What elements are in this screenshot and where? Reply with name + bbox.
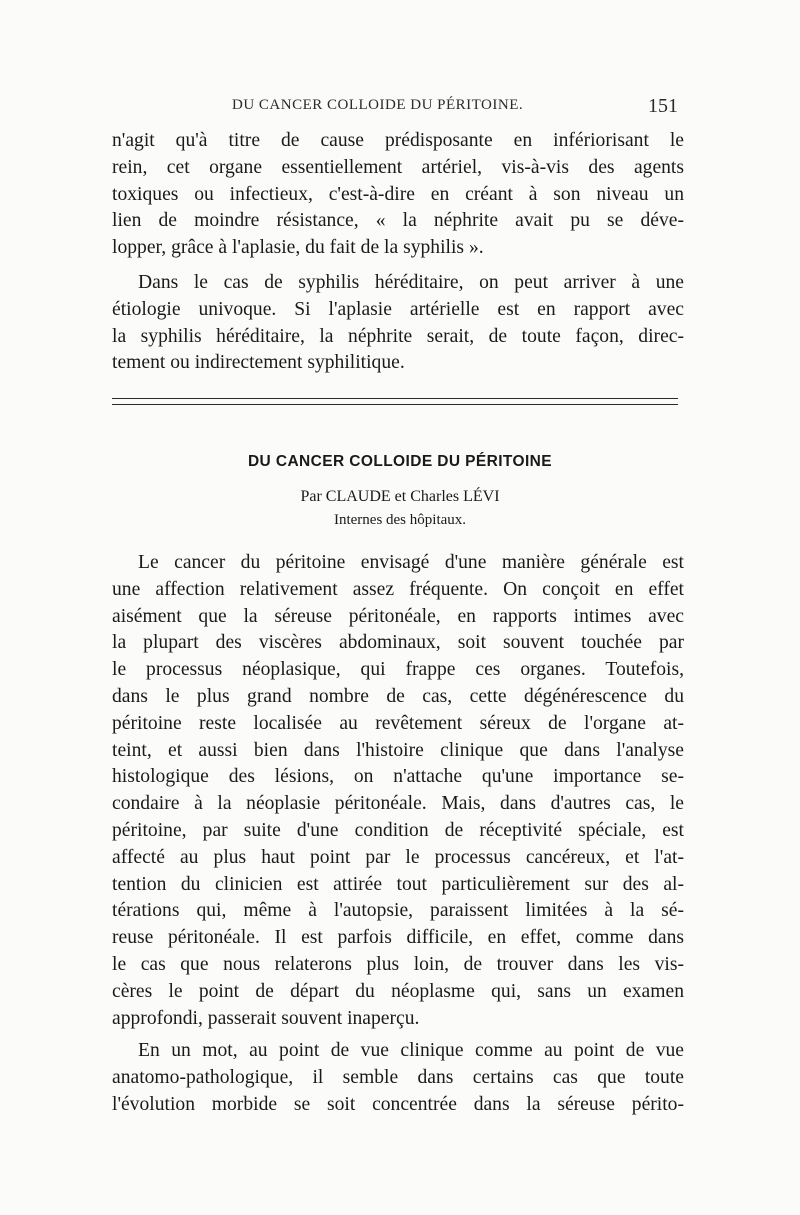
text-line: En un mot, au point de vue clinique comme au point de vue [138,1040,684,1061]
text-line: toxiques ou infectieux, c'est-à-dire en créant à son niveau un [112,183,684,205]
text-line: lopper, grâce à l'aplasie, du fait de la syphilis ». [112,237,484,259]
text-line: anatomo-pathologique, il semble dans certains cas que toute [112,1066,684,1088]
text-line: rein, cet organe essentiellement artériel, vis-à-vis des agents [112,156,684,178]
text-line: l'évolution morbide se soit concentrée dans la séreuse périto- [112,1093,684,1115]
text-line: reuse péritonéale. Il est parfois difficile, en effet, comme dans [112,927,684,949]
text-line: approfondi, passerait souvent inaperçu. [112,1007,420,1029]
text-line: péritoine, par suite d'une condition de réceptivité spéciale, est [112,819,684,841]
text-line: cères le point de départ du néoplasme qui, sans un examen [112,980,684,1002]
text-line: dans le plus grand nombre de cas, cette dégénérescence du [112,685,684,707]
paragraph-clinical [112,1038,684,1118]
section-divider-top [112,398,678,399]
text-line: tement ou indirectement syphilitique. [112,352,405,374]
text-line: affecté au plus haut point par le processus cancéreux, et l'at- [112,846,684,868]
text-line: le cas que nous relaterons plus loin, de trouver dans les vis- [112,953,684,975]
text-line: Le cancer du péritoine envisagé d'une manière générale est [138,552,684,573]
section-divider-bottom [112,404,678,405]
text-line: tention du clinicien est attirée tout particulièrement sur des al- [112,873,684,895]
running-title: DU CANCER COLLOIDE DU PÉRITOINE. [232,97,524,113]
page-number: 151 [648,95,678,117]
text-line: condaire à la néoplasie péritonéale. Mais, dans d'autres cas, le [112,793,684,815]
article-byline: Par CLAUDE et Charles LÉVI [300,488,500,505]
text-line: teint, et aussi bien dans l'histoire clinique que dans l'analyse [112,739,684,761]
text-line: histologique des lésions, on n'attache qu'une importance se- [112,766,684,788]
text-line: n'agit qu'à titre de cause prédisposante en infériorisant le [112,130,684,151]
article-title: DU CANCER COLLOIDE DU PÉRITOINE [247,453,553,470]
text-line: la plupart des viscères abdominaux, soit souvent touchée par [112,632,684,654]
paragraph-intro [112,550,684,1032]
text-line: péritoine reste localisée au revêtement séreux de l'organe at- [112,712,684,734]
text-line: aisément que la séreuse péritonéale, en rapports intimes avec [112,605,684,627]
text-line: Dans le cas de syphilis héréditaire, on peut arriver à une [138,272,684,293]
text-line: lien de moindre résistance, « la néphrite avait pu se déve- [112,210,684,232]
text-line: la syphilis héréditaire, la néphrite serait, de toute façon, direc- [112,325,684,347]
paragraph-continued [112,128,684,262]
author-affiliation: Internes des hôpitaux. [333,512,467,528]
text-line: le processus néoplasique, qui frappe ces organes. Toutefois, [112,659,684,681]
text-line: térations qui, même à l'autopsie, paraissent limitées à la sé- [112,900,684,922]
text-line: étiologie univoque. Si l'aplasie artérielle est en rapport avec [112,298,684,320]
paragraph-syphilis [112,270,684,377]
text-line: une affection relativement assez fréquente. On conçoit en effet [112,578,684,600]
